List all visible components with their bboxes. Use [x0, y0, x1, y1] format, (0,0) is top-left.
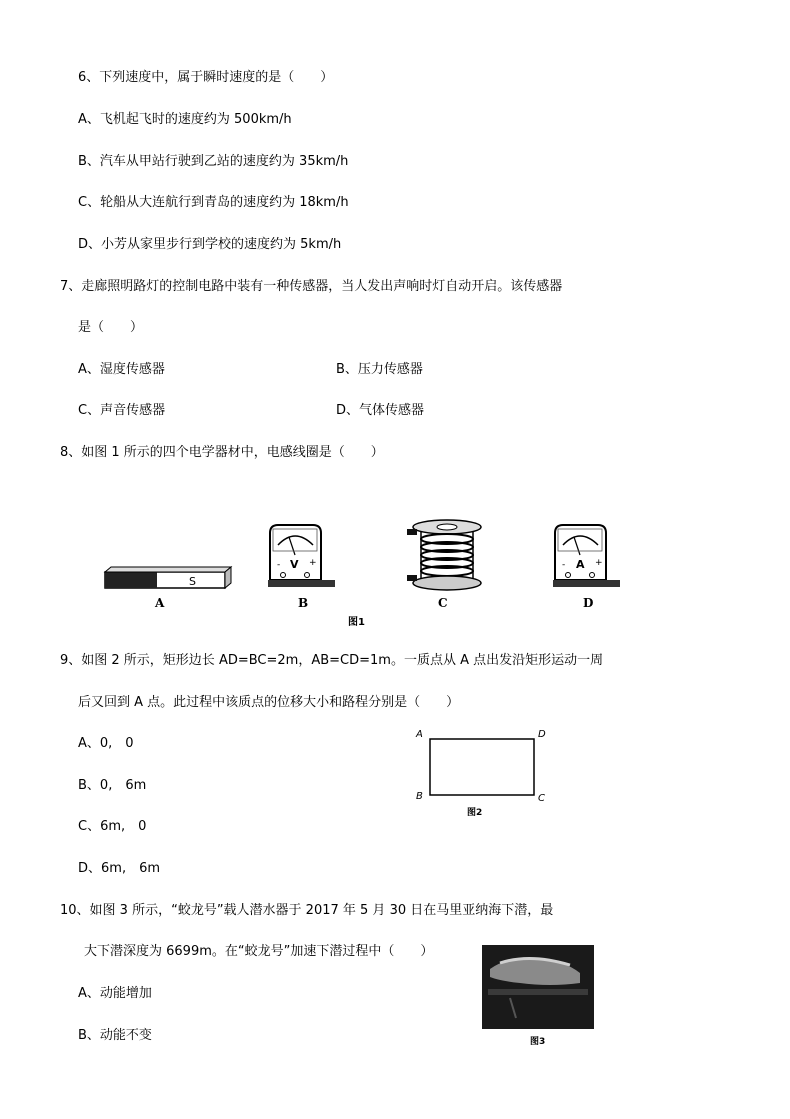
q9-option-b: B、0, 6m — [78, 778, 147, 793]
q6-stem: 6、下列速度中，属于瞬时速度的是（ ） — [78, 70, 334, 85]
corner-label-d: D — [538, 729, 546, 740]
q6-option-a: A、飞机起飞时的速度约为 500km/h — [78, 112, 292, 127]
svg-text:-: - — [277, 560, 281, 570]
q7-option-b: B、压力传感器 — [336, 362, 423, 377]
corner-label-a: A — [416, 729, 423, 740]
q10-option-a: A、动能增加 — [78, 986, 152, 1001]
rectangle-abcd — [430, 739, 534, 795]
figure-1 — [95, 515, 635, 635]
inductor-coil-image — [407, 520, 481, 590]
q10-option-b: B、动能不变 — [78, 1028, 152, 1043]
q7-stem-line1: 7、走廊照明路灯的控制电路中装有一种传感器，当人发出声响时灯自动开启。该传感器 — [60, 279, 563, 294]
q6-option-c: C、轮船从大连航行到青岛的速度约为 18km/h — [78, 195, 349, 210]
q9-option-a: A、0, 0 — [78, 736, 134, 751]
fig3-caption: 图3 — [530, 1037, 546, 1047]
q9-stem-line2: 后又回到 A 点。此过程中该质点的位移大小和路程分别是（ ） — [78, 695, 460, 710]
q7-option-d: D、气体传感器 — [336, 403, 425, 418]
corner-label-c: C — [538, 793, 545, 804]
ammeter-symbol: A — [576, 558, 585, 571]
fig1-label-b: B — [298, 596, 309, 610]
ammeter-image — [553, 525, 620, 587]
fig1-label-a: A — [155, 596, 165, 610]
q6-option-b: B、汽车从甲站行驶到乙站的速度约为 35km/h — [78, 154, 349, 169]
q7-stem-line2: 是（ ） — [78, 320, 144, 335]
q7-option-a: A、湿度传感器 — [78, 362, 165, 377]
svg-text:-: - — [562, 560, 566, 570]
q8-stem: 8、如图 1 所示的四个电学器材中，电感线圈是（ ） — [60, 445, 384, 460]
q6-option-d: D、小芳从家里步行到学校的速度约为 5km/h — [78, 237, 342, 252]
q9-option-d: D、6m, 6m — [78, 861, 161, 876]
bar-magnet-image — [105, 567, 231, 588]
figure-2 — [410, 725, 560, 820]
q10-stem-line2: 大下潜深度为 6699m。在“蛟龙号”加速下潜过程中（ ） — [84, 944, 434, 959]
svg-text:+: + — [595, 558, 603, 568]
q9-option-c: C、6m, 0 — [78, 819, 147, 834]
fig1-label-d: D — [583, 596, 594, 610]
magnet-pole-label: S — [189, 575, 196, 588]
q7-option-c: C、声音传感器 — [78, 403, 166, 418]
fig1-label-c: C — [438, 596, 448, 610]
corner-label-b: B — [416, 791, 423, 802]
svg-text:+: + — [309, 558, 317, 568]
voltmeter-symbol: V — [290, 558, 299, 571]
voltmeter-image — [268, 525, 335, 587]
fig1-caption: 图1 — [348, 617, 365, 628]
q9-stem-line1: 9、如图 2 所示，矩形边长 AD=BC=2m，AB=CD=1m。一质点从 A 点出发沿矩形运动一周 — [60, 653, 604, 668]
figure-3 — [480, 943, 598, 1048]
q10-stem-line1: 10、如图 3 所示，“蛟龙号”载人潜水器于 2017 年 5 月 30 日在马里亚纳海下潜，最 — [60, 903, 554, 918]
fig2-caption: 图2 — [467, 808, 483, 818]
